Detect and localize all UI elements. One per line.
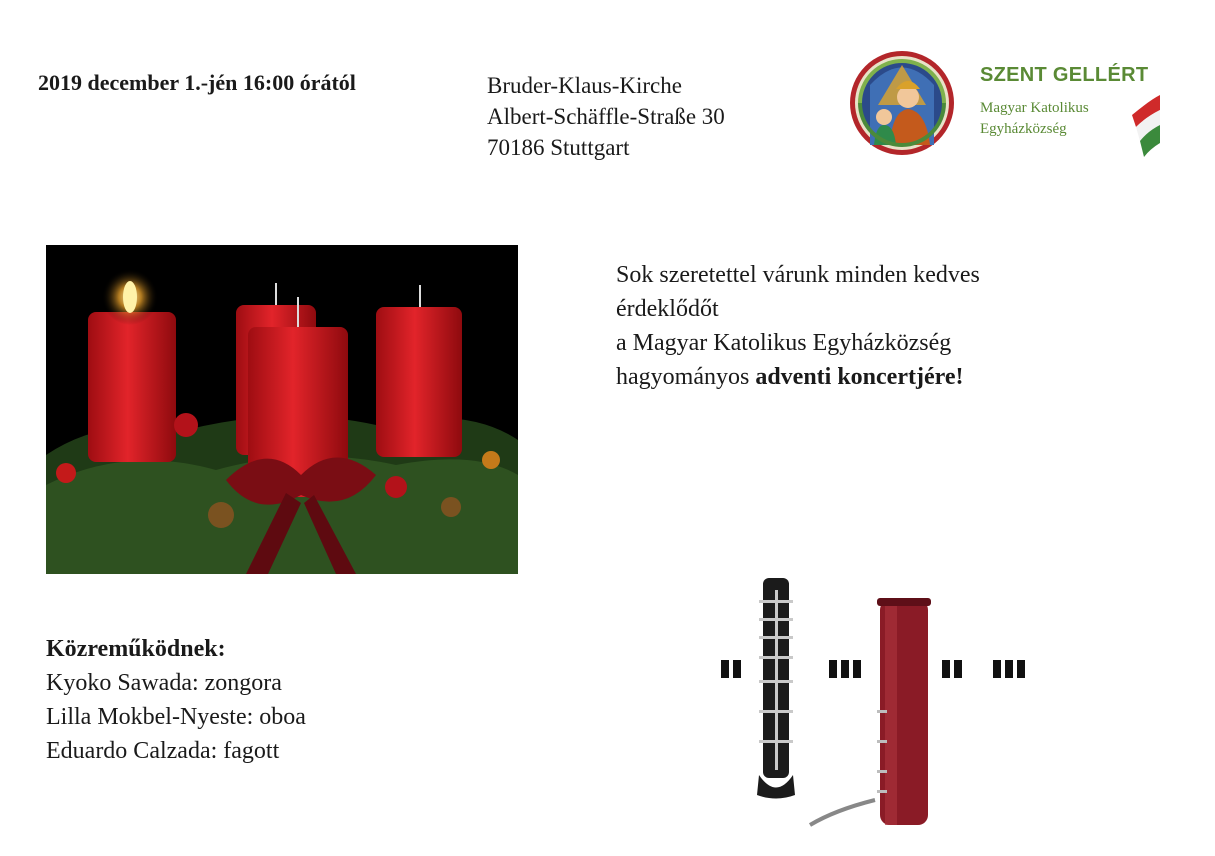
oboe-icon [757,578,795,799]
venue-address [487,70,725,163]
event-datetime: 2019 december 1.-jén 16:00 órától [38,70,356,95]
invitation-line-3: a Magyar Katolikus Egyházközség [616,330,952,356]
logo-subtitle-line-2: Egyházközség [980,121,1067,137]
invitation-line-4 [616,360,1136,394]
advent-wreath-candles-photo [46,245,518,574]
logo-subtitle-line-1: Magyar Katolikus [980,100,1089,116]
invitation-text [616,258,1136,394]
logo-title: SZENT GELLÉRT [980,64,1149,86]
invitation-line-4-prefix: hagyományos [616,364,756,390]
performers-heading: Közreműködnek: [46,636,226,662]
venue-street: Albert-Schäffle-Straße 30 [487,104,725,129]
invitation-line-2: érdeklődőt [616,296,719,322]
performer-item: Eduardo Calzada: fagott [46,738,280,764]
hungarian-flag-icon [1132,95,1160,157]
performers-list [46,632,306,768]
venue-name: Bruder-Klaus-Kirche [487,73,682,98]
stained-glass-saint-icon [850,51,954,155]
bassoon-icon [810,598,931,825]
invitation-highlight: adventi koncertjére! [755,364,964,390]
logo-subtitle [980,98,1089,140]
venue-city: 70186 Stuttgart [487,135,630,160]
invitation-line-1: Sok szeretettel várunk minden kedves [616,262,980,288]
performer-item: Kyoko Sawada: zongora [46,670,282,696]
oboe-and-bassoon-illustration [715,570,1045,835]
performer-item: Lilla Mokbel-Nyeste: oboa [46,704,306,730]
